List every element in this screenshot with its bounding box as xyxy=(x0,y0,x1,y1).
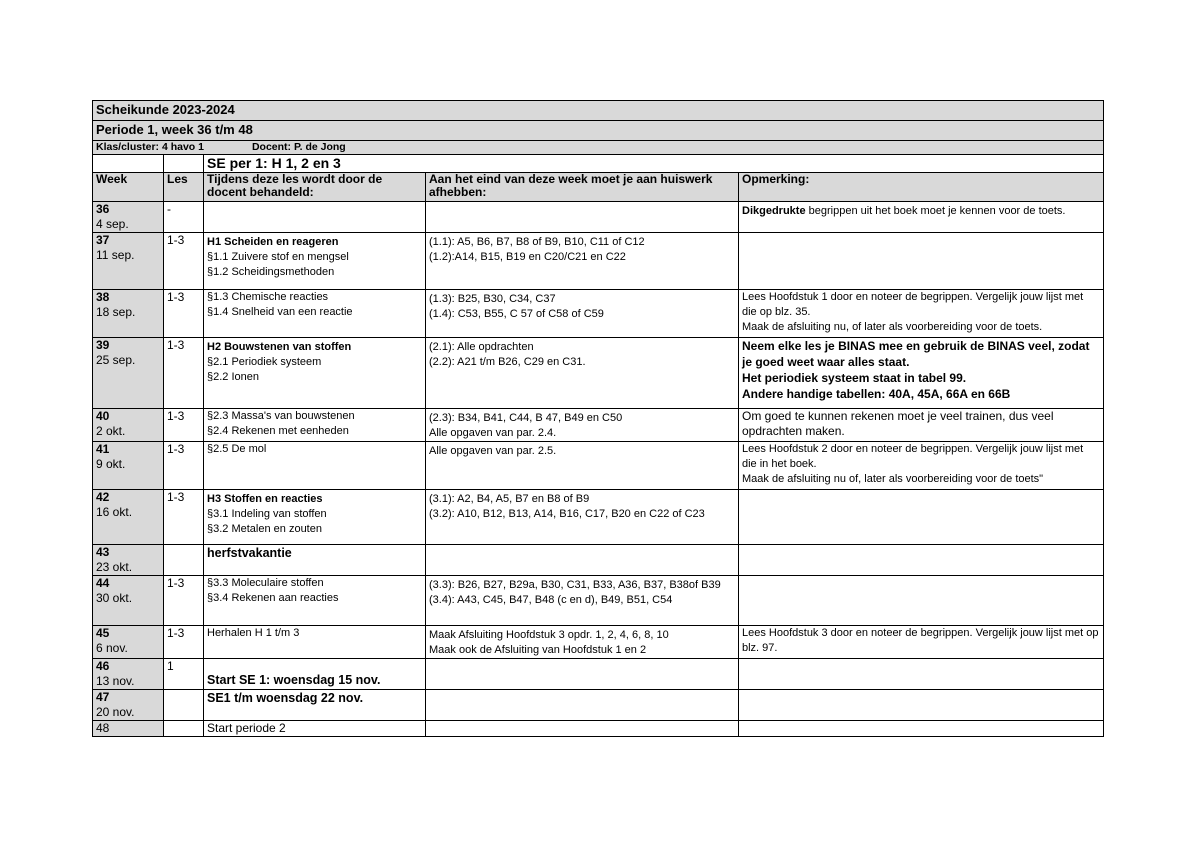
week-number: 47 xyxy=(96,690,110,704)
table-row xyxy=(93,545,1104,576)
remark-item: Lees Hoofdstuk 1 door en noteer de begrippen. Vergelijk jouw lijst met die op blz. 35. xyxy=(742,291,1084,318)
week-date: 4 sep. xyxy=(96,217,129,231)
topic-highlight: Start SE 1: woensdag 15 nov. xyxy=(207,673,381,687)
homework-item: (3.4): A43, C45, B47, B48 (c en d), B49, B51, C54 xyxy=(429,594,673,606)
topic-item: §2.2 Ionen xyxy=(207,371,259,383)
les-cell: 1-3 xyxy=(164,409,204,442)
homework-cell xyxy=(426,490,739,545)
topic-chapter: H3 Stoffen en reacties xyxy=(207,493,323,505)
period-title: Periode 1, week 36 t/m 48 xyxy=(93,121,1104,141)
table-row xyxy=(93,202,1104,233)
remark-cell xyxy=(739,233,1104,290)
remark-cell xyxy=(739,290,1104,338)
week-cell xyxy=(93,690,164,721)
topic-item: Start periode 2 xyxy=(207,721,286,735)
schedule-table xyxy=(92,100,1104,737)
week-number: 46 xyxy=(96,659,110,673)
homework-cell xyxy=(426,545,739,576)
homework-item: (1.1): A5, B6, B7, B8 of B9, B10, C11 of C12 xyxy=(429,236,645,248)
week-number: 38 xyxy=(96,290,110,304)
col-opmerking-header: Opmerking: xyxy=(739,173,1104,202)
les-cell xyxy=(164,690,204,721)
week-cell xyxy=(93,659,164,690)
table-row xyxy=(93,442,1104,490)
homework-cell xyxy=(426,338,739,409)
topic-item: §2.3 Massa's van bouwstenen xyxy=(207,410,355,422)
topic-item: §2.5 De mol xyxy=(207,443,267,455)
topic-cell xyxy=(204,233,426,290)
week-date: 30 okt. xyxy=(96,591,133,605)
week-number: 44 xyxy=(96,576,110,590)
homework-cell xyxy=(426,442,739,490)
les-cell xyxy=(164,721,204,737)
week-date: 25 sep. xyxy=(96,353,136,367)
remark-cell xyxy=(739,545,1104,576)
table-row xyxy=(93,659,1104,690)
remark-item: Maak de afsluiting nu, of later als voorbereiding voor de toets. xyxy=(742,321,1043,333)
homework-cell xyxy=(426,721,739,737)
remark-cell xyxy=(739,576,1104,626)
table-row xyxy=(93,576,1104,626)
week-number: 45 xyxy=(96,626,110,640)
les-cell: 1 xyxy=(164,659,204,690)
topic-cell xyxy=(204,690,426,721)
les-cell: 1-3 xyxy=(164,442,204,490)
topic-cell xyxy=(204,721,426,737)
week-number: 40 xyxy=(96,409,110,423)
homework-item: (2.1): Alle opdrachten xyxy=(429,341,534,353)
topic-cell xyxy=(204,490,426,545)
topic-highlight: SE1 t/m woensdag 22 nov. xyxy=(207,691,364,705)
homework-item: Alle opgaven van par. 2.5. xyxy=(429,445,557,457)
week-cell xyxy=(93,202,164,233)
week-cell xyxy=(93,338,164,409)
week-cell xyxy=(93,290,164,338)
homework-cell xyxy=(426,202,739,233)
table-row xyxy=(93,338,1104,409)
topic-item: §3.1 Indeling van stoffen xyxy=(207,508,327,520)
topic-cell xyxy=(204,290,426,338)
topic-item: §1.3 Chemische reacties xyxy=(207,291,329,303)
remark-cell xyxy=(739,659,1104,690)
remark-cell xyxy=(739,490,1104,545)
topic-item: §2.4 Rekenen met eenheden xyxy=(207,425,349,437)
topic-cell xyxy=(204,545,426,576)
table-row xyxy=(93,490,1104,545)
remark-item: Lees Hoofdstuk 2 door en noteer de begrippen. Vergelijk jouw lijst met die in het boek. xyxy=(742,443,1084,470)
remark-item: Het periodiek systeem staat in tabel 99. xyxy=(742,371,967,385)
schedule-document xyxy=(92,100,1103,737)
homework-cell xyxy=(426,290,739,338)
remark-cell xyxy=(739,338,1104,409)
topic-item: §3.3 Moleculaire stoffen xyxy=(207,577,324,589)
week-date: 2 okt. xyxy=(96,424,126,438)
homework-cell xyxy=(426,659,739,690)
week-cell xyxy=(93,576,164,626)
week-cell xyxy=(93,442,164,490)
week-date: 23 okt. xyxy=(96,560,133,574)
col-les-header: Les xyxy=(164,173,204,202)
week-cell xyxy=(93,626,164,659)
week-cell xyxy=(93,721,164,737)
topic-cell xyxy=(204,409,426,442)
week-date: 6 nov. xyxy=(96,641,128,655)
remark-text: begrippen uit het boek moet je kennen voor de toets. xyxy=(805,205,1066,217)
topic-item: §2.1 Periodiek systeem xyxy=(207,356,322,368)
topic-chapter: H2 Bouwstenen van stoffen xyxy=(207,341,352,353)
week-number: 39 xyxy=(96,338,110,352)
topic-item: §3.4 Rekenen aan reacties xyxy=(207,592,339,604)
week-cell xyxy=(93,233,164,290)
homework-item: Maak ook de Afsluiting van Hoofdstuk 1 en 2 xyxy=(429,644,647,656)
remark-bold-term: Dikgedrukte xyxy=(742,205,806,217)
topic-item: Herhalen H 1 t/m 3 xyxy=(207,627,300,639)
les-cell: - xyxy=(164,202,204,233)
table-row xyxy=(93,233,1104,290)
topic-item: §1.4 Snelheid van een reactie xyxy=(207,306,353,318)
week-number: 48 xyxy=(96,721,110,735)
topic-item: §3.2 Metalen en zouten xyxy=(207,523,322,535)
remark-item: Andere handige tabellen: 40A, 45A, 66A en 66B xyxy=(742,387,1011,401)
remark-item: Lees Hoofdstuk 3 door en noteer de begrippen. Vergelijk jouw lijst met op blz. 97. xyxy=(742,627,1099,654)
homework-cell xyxy=(426,409,739,442)
remark-cell xyxy=(739,442,1104,490)
remark-cell xyxy=(739,721,1104,737)
topic-cell xyxy=(204,626,426,659)
homework-cell xyxy=(426,233,739,290)
class-label: Klas/cluster: 4 havo 1 xyxy=(96,141,204,153)
remark-item: Om goed te kunnen rekenen moet je veel trainen, dus veel opdrachten maken. xyxy=(742,409,1054,438)
homework-item: Alle opgaven van par. 2.4. xyxy=(429,427,557,439)
topic-cell xyxy=(204,576,426,626)
homework-item: (2.3): B34, B41, C44, B 47, B49 en C50 xyxy=(429,412,623,424)
homework-cell xyxy=(426,576,739,626)
week-date: 16 okt. xyxy=(96,505,133,519)
remark-cell xyxy=(739,690,1104,721)
homework-item: (3.3): B26, B27, B29a, B30, C31, B33, A36, B37, B38of B39 xyxy=(429,579,721,591)
table-row xyxy=(93,409,1104,442)
table-row xyxy=(93,290,1104,338)
remark-cell xyxy=(739,626,1104,659)
homework-item: Maak Afsluiting Hoofdstuk 3 opdr. 1, 2, 4, 6, 8, 10 xyxy=(429,629,669,641)
week-number: 42 xyxy=(96,490,110,504)
week-date: 11 sep. xyxy=(96,248,135,262)
topic-cell xyxy=(204,659,426,690)
les-cell: 1-3 xyxy=(164,576,204,626)
homework-item: (2.2): A21 t/m B26, C29 en C31. xyxy=(429,356,586,368)
topic-cell xyxy=(204,202,426,233)
les-cell: 1-3 xyxy=(164,338,204,409)
week-date: 20 nov. xyxy=(96,705,135,719)
homework-cell xyxy=(426,626,739,659)
teacher-label: Docent: P. de Jong xyxy=(251,141,346,153)
remark-item: Maak de afsluiting nu of, later als voorbereiding voor de toets" xyxy=(742,473,1044,485)
remark-cell xyxy=(739,409,1104,442)
les-cell: 1-3 xyxy=(164,490,204,545)
table-row xyxy=(93,721,1104,737)
week-cell xyxy=(93,409,164,442)
week-cell xyxy=(93,490,164,545)
les-cell: 1-3 xyxy=(164,233,204,290)
homework-item: (1.3): B25, B30, C34, C37 xyxy=(429,293,556,305)
document-title: Scheikunde 2023-2024 xyxy=(93,101,1104,121)
homework-cell xyxy=(426,690,739,721)
remark-item: Neem elke les je BINAS mee en gebruik de BINAS veel, zodat je goed weet waar alles staat. xyxy=(742,339,1090,369)
topic-cell xyxy=(204,338,426,409)
topic-highlight: herfstvakantie xyxy=(207,546,292,560)
topic-cell xyxy=(204,442,426,490)
se-label: SE per 1: H 1, 2 en 3 xyxy=(204,155,1104,173)
col-week-header: Week xyxy=(93,173,164,202)
topic-item: §1.1 Zuivere stof en mengsel xyxy=(207,251,349,263)
table-row xyxy=(93,626,1104,659)
remark-item xyxy=(742,204,1100,219)
week-date: 18 sep. xyxy=(96,305,136,319)
homework-item: (3.2): A10, B12, B13, A14, B16, C17, B20 en C22 of C23 xyxy=(429,508,705,520)
les-cell xyxy=(164,545,204,576)
class-info xyxy=(93,141,1104,155)
week-date: 13 nov. xyxy=(96,674,135,688)
les-cell: 1-3 xyxy=(164,626,204,659)
homework-item: (3.1): A2, B4, A5, B7 en B8 of B9 xyxy=(429,493,590,505)
schedule-rows xyxy=(93,202,1104,737)
col-behandeld-header: Tijdens deze les wordt door de docent behandeld: xyxy=(204,173,426,202)
week-number: 41 xyxy=(96,442,110,456)
topic-chapter: H1 Scheiden en reageren xyxy=(207,236,339,248)
week-cell xyxy=(93,545,164,576)
col-huiswerk-header: Aan het eind van deze week moet je aan huiswerk afhebben: xyxy=(426,173,739,202)
table-row xyxy=(93,690,1104,721)
homework-item: (1.4): C53, B55, C 57 of C58 of C59 xyxy=(429,308,604,320)
les-cell: 1-3 xyxy=(164,290,204,338)
week-date: 9 okt. xyxy=(96,457,126,471)
week-number: 37 xyxy=(96,233,110,247)
week-number: 43 xyxy=(96,545,110,559)
homework-item: (1.2):A14, B15, B19 en C20/C21 en C22 xyxy=(429,251,626,263)
remark-cell xyxy=(739,202,1104,233)
week-number: 36 xyxy=(96,202,110,216)
topic-item: §1.2 Scheidingsmethoden xyxy=(207,266,335,278)
